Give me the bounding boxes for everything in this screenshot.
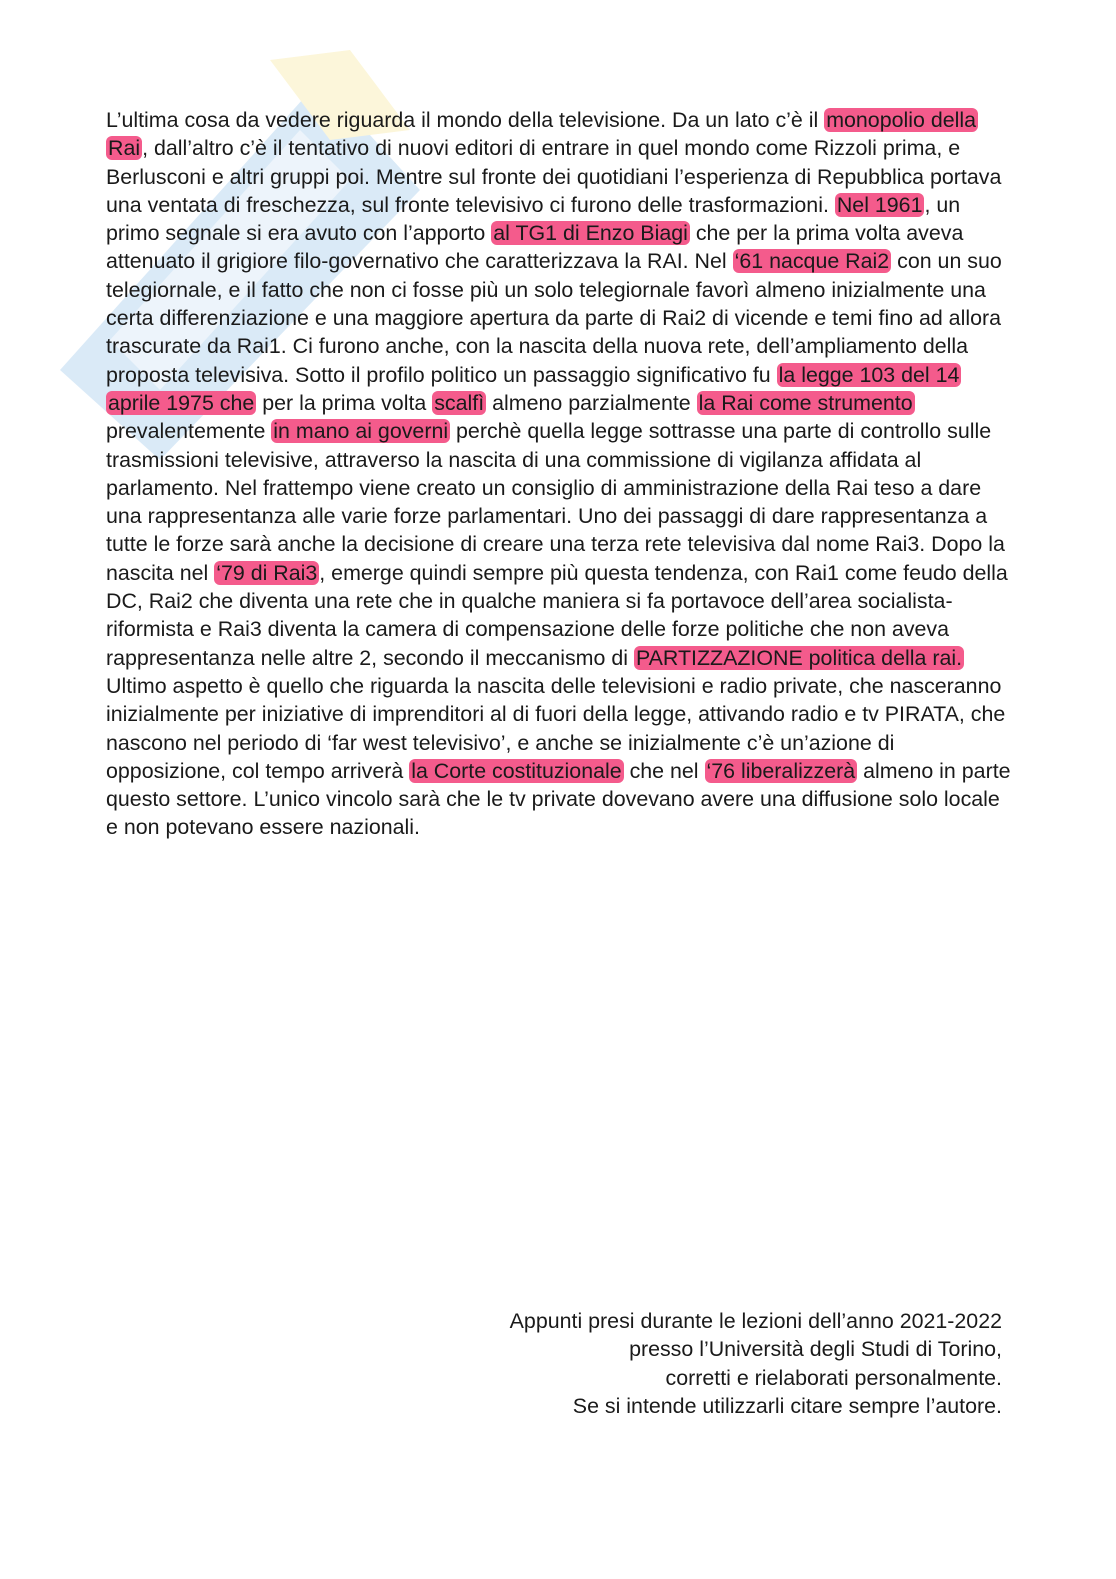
body-text: almeno parzialmente — [486, 390, 697, 415]
footer-line: Appunti presi durante le lezioni dell’anno 2021-2022 — [509, 1309, 1002, 1333]
highlighted-text: ‘79 di Rai3 — [216, 560, 318, 585]
body-text: perchè quella legge sottrasse una parte di controllo sulle trasmissioni televisive, attraverso la nascita di una commissione di vigilanza affidata al parlamento. Nel frattempo viene creato un consiglio di amministrazione della Rai teso a dare una rappresentanza alle varie forze parlamentari. Uno dei passaggi di dare rappresentanza a tutte le forze sarà anche la decisione di creare una terza rete televisiva dal nome Rai3. Dopo la nascita nel — [106, 419, 1005, 585]
highlighted-text: Nel 1961 — [836, 192, 923, 217]
highlighted-text: ‘61 nacque Rai2 — [734, 249, 890, 274]
highlighted-text: monopolio della Rai — [108, 108, 977, 161]
body-text: , un primo segnale si era avuto con l’apporto — [106, 192, 961, 246]
highlighted-text: PARTIZZAZIONE politica della rai. — [635, 645, 963, 670]
body-text: per la prima volta — [256, 390, 433, 415]
highlighted-text: ‘76 liberalizzerà — [706, 758, 856, 783]
body-text: che nel — [623, 758, 705, 783]
footer-line: corretti e rielaborati personalmente. — [665, 1365, 1002, 1390]
highlighted-text: in mano ai governi — [273, 419, 449, 444]
highlighted-text: la Corte costituzionale — [411, 758, 622, 783]
highlighted-text: al TG1 di Enzo Biagi — [493, 221, 688, 246]
footer-note — [510, 1307, 1002, 1420]
body-text: almeno in parte questo settore. L’unico vincolo sarà che le tv private dovevano avere una diffusione solo locale e non potevano essere nazionali. — [106, 758, 1011, 840]
body-text: che per la prima volta aveva attenuato il grigiore filo-governativo che caratterizzava la RAI. Nel — [106, 221, 964, 274]
body-text: Ultimo aspetto è quello che riguarda la nascita delle televisioni e radio private, che nasceranno inizialmente per iniziative di imprenditori al di fuori della legge, attivando radio e tv PIRATA, che nascono nel periodo di ‘far west televisivo’, e anche se inizialmente c’è un’azione di opposizione, col tempo arriverà — [106, 673, 1006, 783]
highlighted-text: scalfì — [434, 390, 485, 415]
body-text: , emerge quindi sempre più questa tendenza, con Rai1 come feudo della DC, Rai2 che diventa una rete che in qualche maniera si fa portavoce dell’area socialista-riformista e Rai3 diventa la camera di compensazione delle forze politiche che non aveva rappresentanza nelle altre 2, secondo il meccanismo di — [106, 560, 1008, 670]
footer-line: presso l’Università degli Studi di Torino, — [629, 1337, 1002, 1362]
document-body — [106, 106, 1012, 842]
body-text: con un suo telegiornale, e il fatto che non ci fosse più un solo telegiornale favorì almeno inizialmente una certa differenziazione e una maggiore apertura da parte di Rai2 di vicende e temi fino ad allora trascurate da Rai1. Ci furono anche, con la nascita della nuova rete, dell’ampliamento della proposta televisiva. Sotto il profilo politico un passaggio significativo fu — [106, 249, 1002, 387]
highlighted-text: la legge 103 del 14 aprile 1975 che — [108, 362, 960, 415]
body-text: L’ultima cosa da vedere riguarda il mondo della televisione. Da un lato c’è il — [106, 108, 825, 132]
highlighted-text: la Rai come strumento — [698, 390, 913, 415]
footer-line: Se si intende utilizzarli citare sempre l’autore. — [572, 1393, 1002, 1418]
body-text: , dall’altro c’è il tentativo di nuovi editori di entrare in quel mondo come Rizzoli prima, e Berlusconi e altri gruppi poi. Mentre sul fronte dei quotidiani l’esperienza di Repubblica portava una ventata di freschezza, sul fronte televisivo ci furono delle trasformazioni. — [106, 136, 1002, 217]
paragraph-2 — [106, 672, 1012, 842]
body-text: prevalentemente — [106, 419, 272, 444]
paragraph-1 — [106, 106, 1012, 672]
